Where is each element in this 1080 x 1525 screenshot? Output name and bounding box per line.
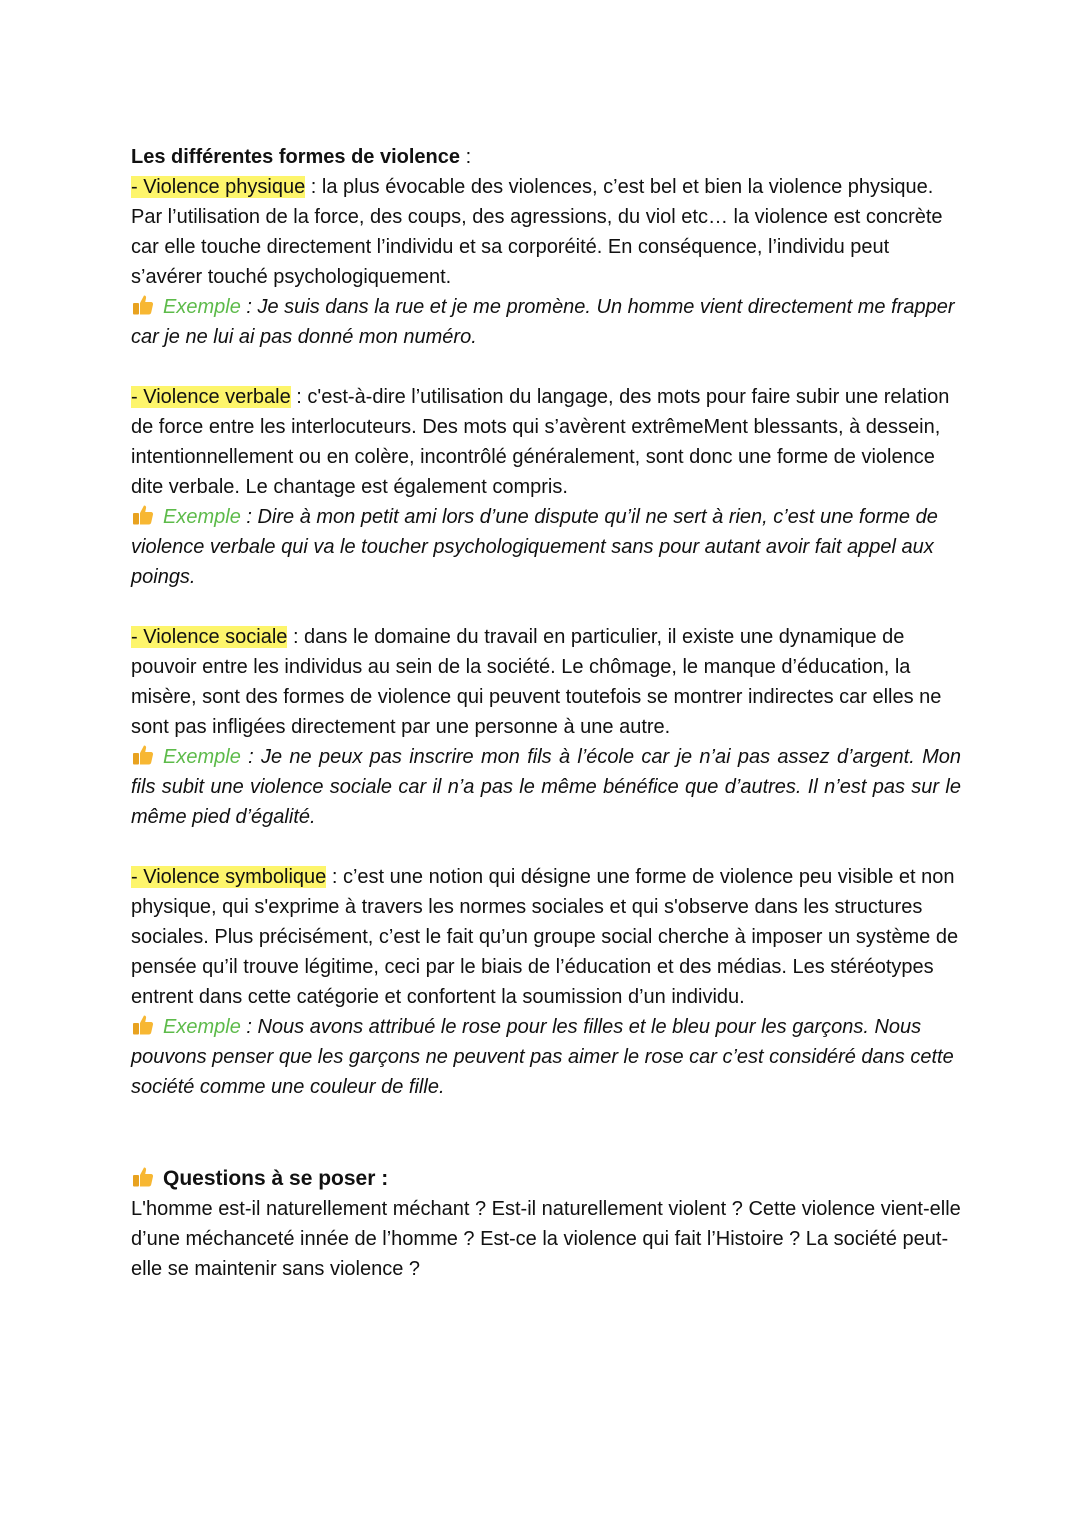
section-verbale: [131, 382, 961, 592]
example-label: Exemple: [163, 1016, 241, 1038]
thumbs-up-icon: [131, 1013, 155, 1037]
section-body: [131, 172, 961, 292]
thumbs-up-icon: [131, 743, 155, 767]
section-label-highlight: - Violence verbale: [131, 386, 291, 408]
example-text: : Dire à mon petit ami lors d’une dispute qu’il ne sert à rien, c’est une forme de violence verbale qui va le toucher psychologiquement sans pour autant avoir fait appel aux poings.: [131, 506, 938, 588]
example-label: Exemple: [163, 746, 241, 768]
section-text: : c'est-à-dire l’utilisation du langage, des mots pour faire subir une relation de force entre les interlocuteurs. Des mots qui s’avèrent extrêmeMent blessants, à dessein, intentionnellement ou en colère, incontrôlé généralement, sont donc une forme de violence dite verbale. Le chantage est également compris.: [131, 386, 950, 498]
section-text: : dans le domaine du travail en particulier, il existe une dynamique de pouvoir entre les individus au sein de la société. Le chômage, le manque d’éducation, la misère, sont des formes de violence qui peuvent toutefois se montrer indirectes car elles ne sont pas infligées directement par une personne à une autre.: [131, 626, 942, 738]
document-page: [131, 142, 961, 1284]
page-title: Les différentes formes de violence :: [131, 146, 472, 168]
example-block: [131, 742, 961, 832]
section-physique: [131, 172, 961, 352]
section-label-highlight: - Violence symbolique: [131, 866, 327, 888]
section-sociale: [131, 622, 961, 832]
example-block: [131, 1012, 961, 1102]
example-label: Exemple: [163, 506, 241, 528]
section-body: [131, 382, 961, 502]
section-label-highlight: - Violence physique: [131, 176, 306, 198]
section-body: [131, 862, 961, 1012]
example-label: Exemple: [163, 296, 241, 318]
questions-text: L'homme est-il naturellement méchant ? Est-il naturellement violent ? Cette violence vient-elle d’une méchanceté innée de l’homme ? Est-ce la violence qui fait l’Histoire ? La société peut-elle se maintenir sans violence ?: [131, 1198, 961, 1280]
example-block: [131, 502, 961, 592]
section-label-highlight: - Violence sociale: [131, 626, 288, 648]
example-text: : Je suis dans la rue et je me promène. Un homme vient directement me frapper car je ne lui ai pas donné mon numéro.: [131, 296, 955, 348]
questions-heading: Questions à se poser :: [131, 1164, 961, 1194]
example-text: : Je ne peux pas inscrire mon fils à l’école car je n’ai pas assez d’argent. Mon fils subit une violence sociale car il n’a pas le même bénéfice que d’autres. Il n’est pas sur le même pied d’égalité.: [131, 746, 961, 828]
section-text: : c’est une notion qui désigne une forme de violence peu visible et non physique, qui s'exprime à travers les normes sociales et qui s'observe dans les structures sociales. Plus précisément, c’est le fait qu’un groupe social cherche à imposer un système de pensée qu’il trouve légitime, ceci par le biais de l’éducation et des médias. Les stéréotypes entrent dans cette catégorie et confortent la soumission d’un individu.: [131, 866, 959, 1008]
thumbs-up-icon: [131, 293, 155, 317]
section-text: : la plus évocable des violences, c’est bel et bien la violence physique. Par l’utilisation de la force, des coups, des agressions, du viol etc… la violence est concrète car elle touche directement l’individu et sa corporéité. En conséquence, l’individu peut s’avérer touché psychologiquement.: [131, 176, 943, 288]
example-block: [131, 292, 961, 352]
section-symbolique: [131, 862, 961, 1102]
thumbs-up-icon: [131, 503, 155, 527]
section-body: [131, 622, 961, 742]
example-text: : Nous avons attribué le rose pour les filles et le bleu pour les garçons. Nous pouvons penser que les garçons ne peuvent pas aimer le rose car c’est considéré dans cette société comme une couleur de fille.: [131, 1016, 954, 1098]
thumbs-up-icon: [131, 1165, 155, 1189]
questions-section: [131, 1164, 961, 1284]
